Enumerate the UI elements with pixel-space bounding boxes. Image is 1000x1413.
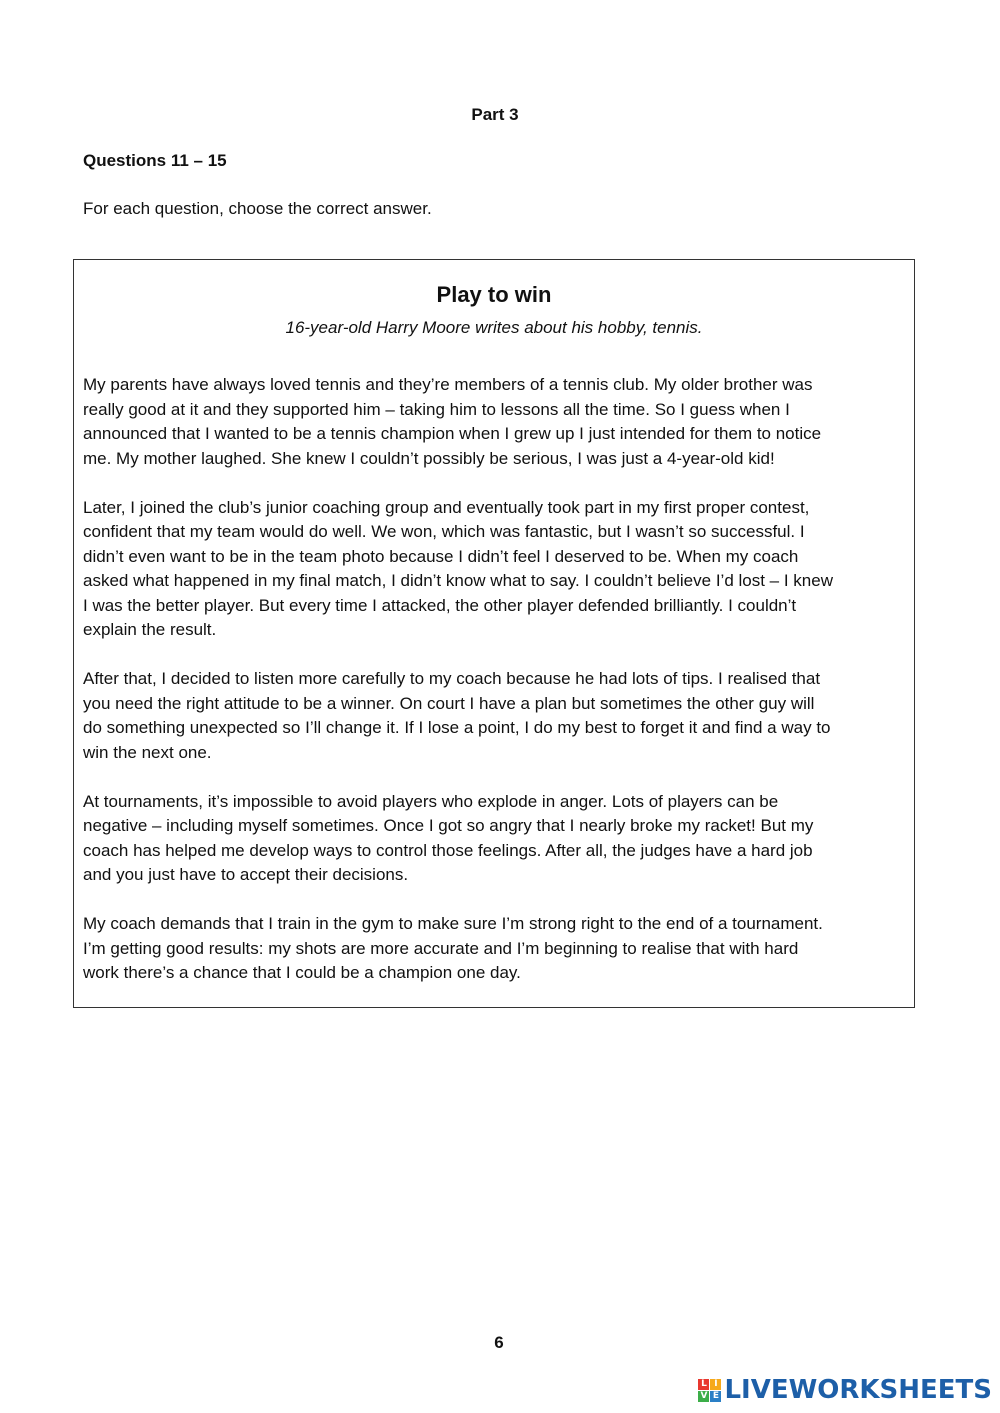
article-paragraph [83,790,911,888]
article-paragraph [83,373,911,471]
paragraph-line: confident that my team would do well. We won, which was fantastic, but I wasn’t so successful. I [83,522,805,541]
article-body [83,373,911,1010]
questions-heading: Questions 11 – 15 [83,151,227,170]
article-box [73,259,915,1008]
article-paragraph [83,496,911,643]
paragraph-line: coach has helped me develop ways to control those feelings. After all, the judges have a hard job [83,840,813,860]
paragraph-line: and you just have to accept their decisions. [83,865,409,884]
article-title: Play to win [436,282,552,307]
article-subtitle: 16-year-old Harry Moore writes about his hobby, tennis. [285,318,703,337]
paragraph-line: My parents have always loved tennis and they’re members of a tennis club. My older brother was [83,375,813,394]
liveworksheets-logo-icon [698,1379,721,1402]
paragraph-line: you need the right attitude to be a winner. On court I have a plan but sometimes the other guy will [83,693,815,713]
logo-tile: L [698,1379,709,1390]
paragraph-line: Later, I joined the club’s junior coaching group and eventually took part in my first proper contest, [83,497,810,517]
page-number: 6 [494,1333,504,1352]
paragraph-line: explain the result. [83,620,217,639]
part-heading: Part 3 [471,105,519,124]
paragraph-line: My coach demands that I train in the gym to make sure I’m strong right to the end of a tournament. [83,914,823,933]
instruction-text: For each question, choose the correct answer. [83,199,432,218]
paragraph-line: didn’t even want to be in the team photo because I didn’t feel I deserved to be. When my coach [83,546,799,566]
paragraph-line: At tournaments, it’s impossible to avoid players who explode in anger. Lots of players can be [83,791,779,811]
logo-tile: I [710,1379,721,1390]
logo-tile: E [710,1391,721,1402]
paragraph-line: do something unexpected so I’ll change it. If I lose a point, I do my best to forget it and find a way to [83,718,831,737]
paragraph-line: announced that I wanted to be a tennis champion when I grew up I just intended for them to notice [83,424,822,443]
article-paragraph [83,667,911,765]
paragraph-line: me. My mother laughed. She knew I couldn’t possibly be serious, I was just a 4-year-old kid! [83,448,775,468]
paragraph-line: I’m getting good results: my shots are more accurate and I’m beginning to realise that with hard [83,938,799,958]
paragraph-line: work there’s a chance that I could be a champion one day. [83,963,521,982]
logo-tile: V [698,1391,709,1402]
article-paragraph [83,912,911,986]
paragraph-line: negative – including myself sometimes. Once I got so angry that I nearly broke my racket! But my [83,816,814,835]
paragraph-line: asked what happened in my final match, I didn’t know what to say. I couldn’t believe I’d lost – I knew [83,571,833,590]
paragraph-line: win the next one. [83,742,212,762]
paragraph-line: I was the better player. But every time I attacked, the other player defended brilliantly. I couldn’t [83,595,797,615]
paragraph-line: After that, I decided to listen more carefully to my coach because he had lots of tips. I realised that [83,669,821,688]
paragraph-line: really good at it and they supported him – taking him to lessons all the time. So I guess when I [83,399,790,419]
brand-name: LIVEWORKSHEETS [724,1375,992,1405]
liveworksheets-brand [698,1375,992,1405]
